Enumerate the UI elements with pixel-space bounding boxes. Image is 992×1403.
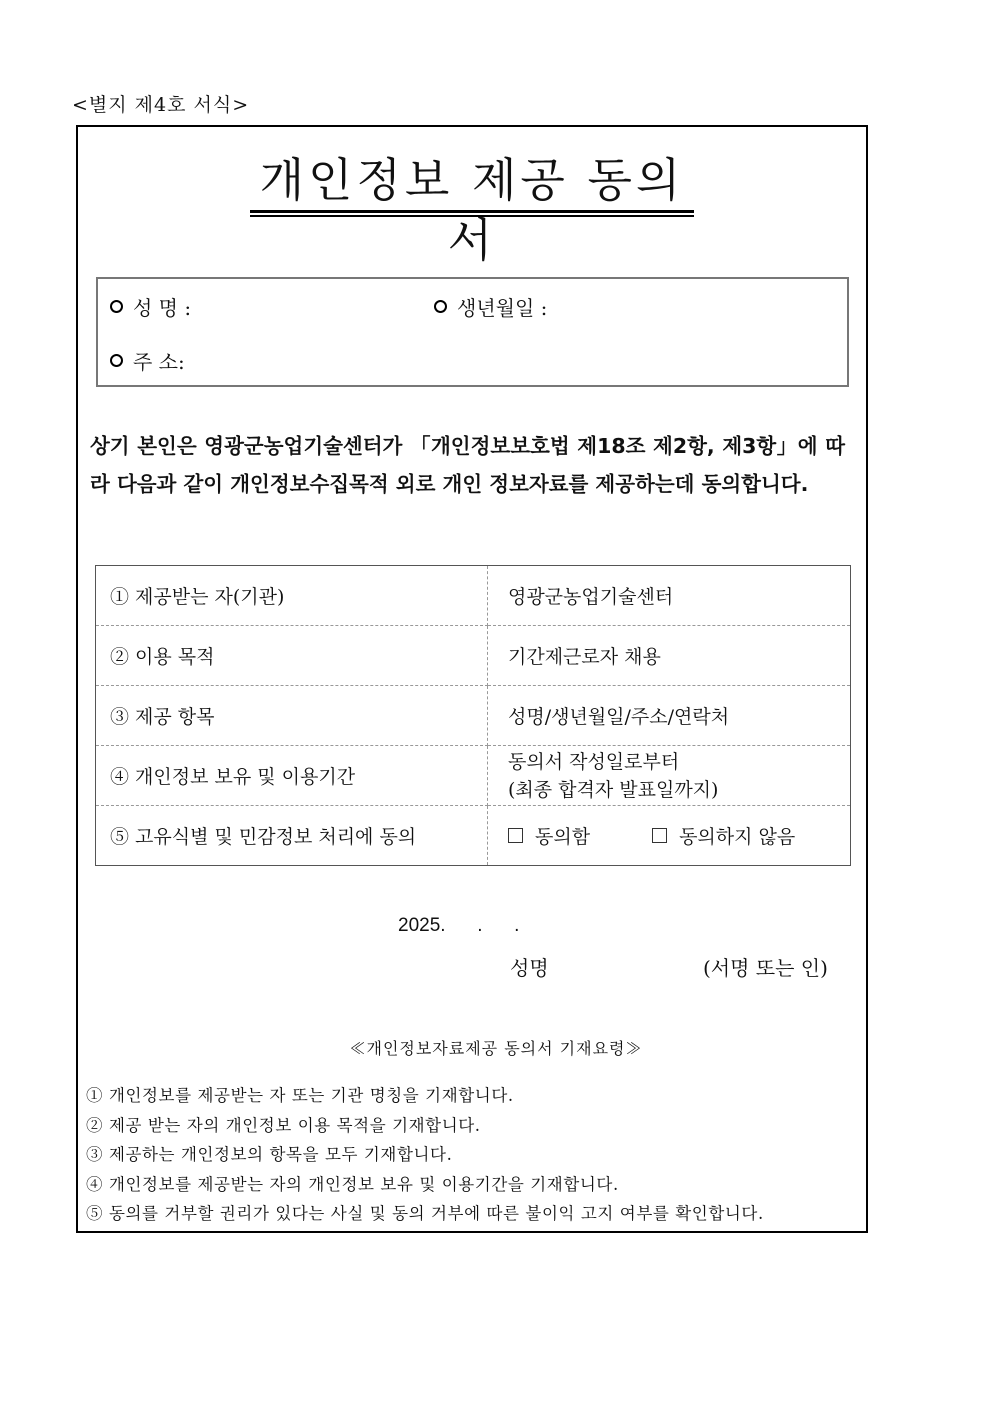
list-item: ⑤ 동의를 거부할 권리가 있다는 사실 및 동의 거부에 따른 불이익 고지 여부를 확인합니다. [86, 1204, 764, 1223]
disagree-label: 동의하지 않음 [679, 826, 796, 848]
list-item: ③ 제공하는 개인정보의 항목을 모두 기재합니다. [86, 1145, 453, 1164]
row-label: ② 이용 목적 [96, 626, 488, 686]
consent-statement: 상기 본인은 영광군농업기술센터가 「개인정보보호법 제18조 제2항, 제3항」에 따라 다음과 같이 개인정보수집목적 외로 개인 정보자료를 제공하는데 동의합니다. [90, 434, 845, 496]
form-number-label: <별지 제4호 서식> [72, 94, 250, 116]
consent-options [508, 822, 850, 849]
document-title: 개인정보 제공 동의서 [259, 153, 685, 267]
table-row [96, 806, 851, 866]
address-field[interactable] [110, 346, 185, 375]
date-field[interactable]: 2025. . . [398, 915, 520, 936]
row-value: 성명/생년월일/주소/연락처 [488, 686, 851, 746]
birthdate-label: 생년월일 : [457, 296, 548, 320]
signature-field[interactable]: (서명 또는 인) [703, 956, 828, 980]
row-value [488, 806, 851, 866]
table-row [96, 566, 851, 626]
retention-period-line1: 동의서 작성일로부터 [508, 750, 680, 773]
list-item: ④ 개인정보를 제공받는 자의 개인정보 보유 및 이용기간을 기재합니다. [86, 1174, 619, 1194]
retention-period-line2: (최종 합격자 발표일까지) [508, 778, 719, 801]
disagree-checkbox[interactable] [652, 828, 667, 843]
circle-bullet-icon [110, 354, 123, 367]
row-value: 영광군농업기술센터 [488, 566, 851, 626]
row-label: ④ 개인정보 보유 및 이용기간 [96, 746, 488, 806]
table-row [96, 686, 851, 746]
title-double-underline [250, 210, 694, 217]
agree-option[interactable] [508, 822, 590, 849]
name-label: 성 명 : [133, 296, 192, 320]
address-label: 주 소: [133, 350, 185, 374]
table-row [96, 626, 851, 686]
agree-label: 동의함 [535, 826, 591, 848]
disagree-option[interactable] [652, 822, 795, 849]
guide-title: ≪개인정보자료제공 동의서 기재요령≫ [349, 1039, 643, 1058]
circle-bullet-icon [434, 300, 447, 313]
consent-table [95, 565, 851, 866]
birthdate-field[interactable] [434, 292, 547, 321]
agree-checkbox[interactable] [508, 828, 523, 843]
table-row [96, 746, 851, 806]
row-label: ① 제공받는 자(기관) [96, 566, 488, 626]
guide-list [86, 1081, 866, 1229]
row-label: ⑤ 고유식별 및 민감정보 처리에 동의 [96, 806, 488, 866]
row-value [488, 746, 851, 806]
row-label: ③ 제공 항목 [96, 686, 488, 746]
row-value: 기간제근로자 채용 [488, 626, 851, 686]
circle-bullet-icon [110, 300, 123, 313]
signature-name-label: 성명 [510, 956, 549, 980]
name-field[interactable] [110, 292, 191, 321]
list-item: ② 제공 받는 자의 개인정보 이용 목적을 기재합니다. [86, 1115, 481, 1135]
list-item: ① 개인정보를 제공받는 자 또는 기관 명칭을 기재합니다. [86, 1086, 514, 1105]
